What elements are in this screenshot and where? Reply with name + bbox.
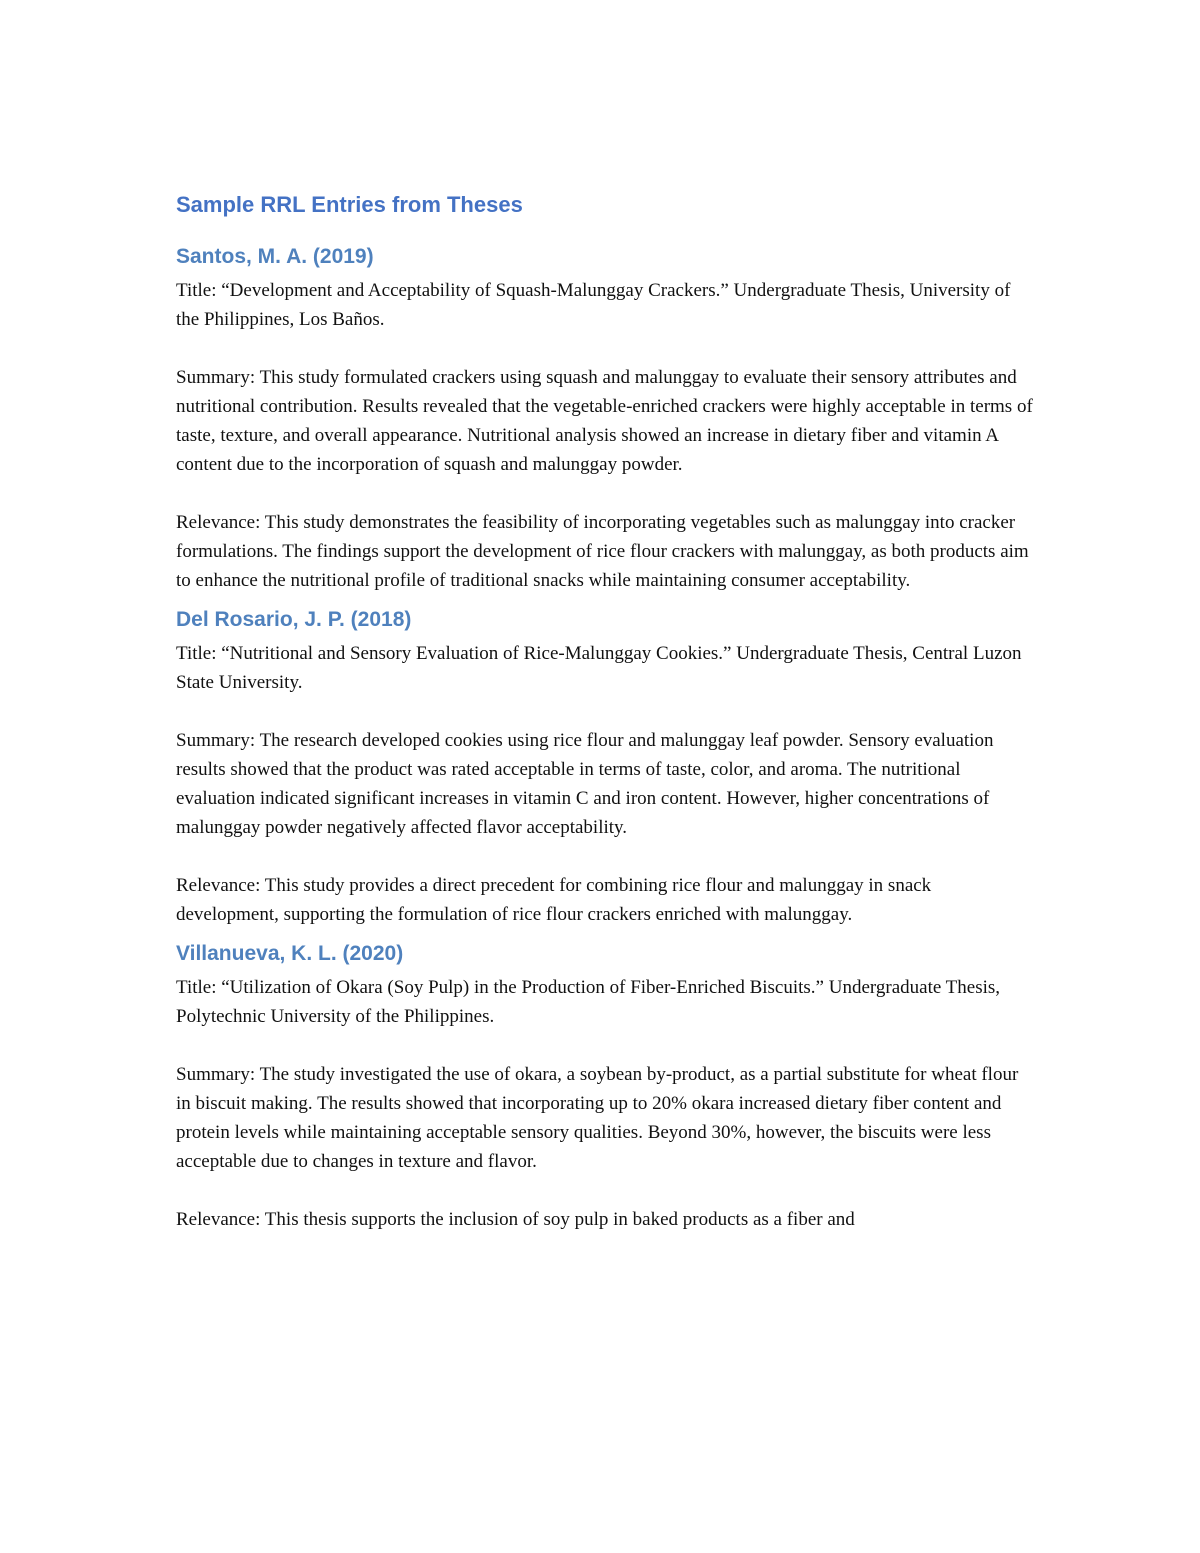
entry-relevance: Relevance: This thesis supports the inclusion of soy pulp in baked products as a fiber and bbox=[176, 1209, 855, 1230]
entry-title-line: Title: “Utilization of Okara (Soy Pulp) in the Production of Fiber-Enriched Biscuits.” Undergraduate Thesis, Polytechnic University of the Philippines. bbox=[176, 977, 1001, 1027]
page-title: Sample RRL Entries from Theses bbox=[176, 192, 523, 217]
entry-title-line: Title: “Development and Acceptability of Squash-Malunggay Crackers.” Undergraduate Thesis, University of the Philippines, Los Baños. bbox=[176, 280, 1011, 330]
entry-summary: Summary: The study investigated the use of okara, a soybean by-product, as a partial substitute for wheat flour in biscuit making. The results showed that incorporating up to 20% okara increased dietary fiber content and protein levels while maintaining acceptable sensory qualities. Beyond 30%, however, the biscuits were less acceptable due to changes in texture and flavor. bbox=[176, 1064, 1019, 1172]
entry-villanueva bbox=[176, 939, 1036, 1234]
entry-del-rosario bbox=[176, 605, 1036, 929]
entry-relevance: Relevance: This study provides a direct precedent for combining rice flour and malunggay in snack development, supporting the formulation of rice flour crackers enriched with malunggay. bbox=[176, 875, 932, 925]
entry-heading: Del Rosario, J. P. (2018) bbox=[176, 608, 412, 631]
entry-santos bbox=[176, 242, 1036, 595]
document-page bbox=[176, 190, 1036, 1244]
entry-title-line: Title: “Nutritional and Sensory Evaluation of Rice-Malunggay Cookies.” Undergraduate Thesis, Central Luzon State University. bbox=[176, 643, 1022, 693]
entry-heading: Santos, M. A. (2019) bbox=[176, 245, 374, 268]
entry-summary: Summary: This study formulated crackers using squash and malunggay to evaluate their sensory attributes and nutritional contribution. Results revealed that the vegetable-enriched crackers were highly acceptable in terms of taste, texture, and overall appearance. Nutritional analysis showed an increase in dietary fiber and vitamin A content due to the incorporation of squash and malunggay powder. bbox=[176, 367, 1033, 475]
entry-relevance: Relevance: This study demonstrates the feasibility of incorporating vegetables such as malunggay into cracker formulations. The findings support the development of rice flour crackers with malunggay, as both products aim to enhance the nutritional profile of traditional snacks while maintaining consumer acceptability. bbox=[176, 512, 1029, 591]
entry-summary: Summary: The research developed cookies using rice flour and malunggay leaf powder. Sensory evaluation results showed that the product was rated acceptable in terms of taste, color, and aroma. The nutritional evaluation indicated significant increases in vitamin C and iron content. However, higher concentrations of malunggay powder negatively affected flavor acceptability. bbox=[176, 730, 994, 838]
entry-heading: Villanueva, K. L. (2020) bbox=[176, 942, 404, 965]
